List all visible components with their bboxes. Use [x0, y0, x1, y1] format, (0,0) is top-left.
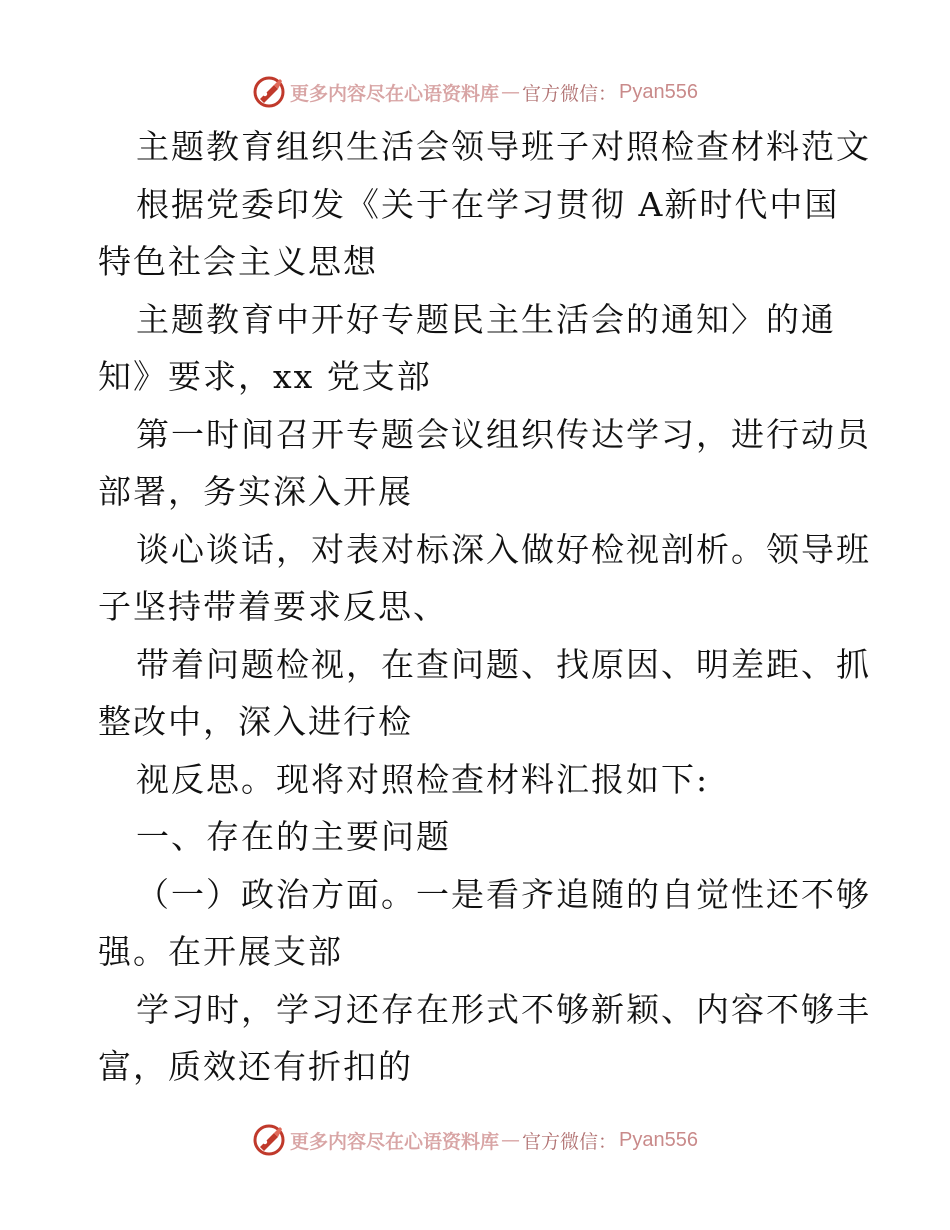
- footer-separator: —: [501, 1129, 521, 1151]
- paragraph-line: 学习时，学习还存在形式不够新颖、内容不够丰: [136, 989, 871, 1029]
- paragraph-line: 根据党委印发《关于在学习贯彻 A新时代中国: [136, 184, 840, 224]
- paragraph-line: 强。在开展支部: [98, 932, 343, 971]
- header-banner: [0, 72, 950, 112]
- paragraph-line: 整改中，深入进行检: [98, 702, 413, 741]
- section-heading: 一、存在的主要问题: [136, 817, 451, 856]
- header-separator: —: [501, 81, 521, 103]
- subsection-heading: （一）政治方面。一是看齐追随的自觉性还不够: [136, 874, 871, 914]
- paragraph-line: 富，质效还有折扣的: [98, 1047, 413, 1086]
- paragraph-line: 第一时间召开专题会议组织传达学习，进行动员: [136, 414, 871, 454]
- footer-banner: [0, 1120, 950, 1160]
- paragraph-line: 谈心谈话，对表对标深入做好检视剖析。领导班: [136, 529, 871, 569]
- logo-icon: [252, 75, 286, 109]
- paragraph-line: 视反思。现将对照检查材料汇报如下:: [136, 759, 710, 799]
- header-wechat-id: Pyan556: [619, 80, 698, 103]
- document-body: [98, 118, 871, 1096]
- paragraph-line: 特色社会主义思想: [98, 242, 378, 281]
- footer-promo-text: 更多内容尽在心语资料库: [290, 1130, 500, 1153]
- paragraph-line: 知》要求，xx 党支部: [98, 357, 432, 396]
- paragraph-line: 子坚持带着要求反思、: [98, 587, 448, 626]
- footer-wechat-id: Pyan556: [619, 1128, 698, 1151]
- header-official-label: 官方微信：: [522, 82, 618, 105]
- paragraph-line: 部署，务实深入开展: [98, 472, 413, 511]
- footer-official-label: 官方微信：: [522, 1130, 618, 1153]
- logo-icon: [252, 1123, 286, 1157]
- paragraph-line: 带着问题检视，在查问题、找原因、明差距、抓: [136, 644, 871, 684]
- paragraph-line: 主题教育中开好专题民主生活会的通知〉的通: [136, 299, 836, 339]
- header-promo-text: 更多内容尽在心语资料库: [290, 82, 500, 105]
- document-title: 主题教育组织生活会领导班子对照检查材料范文: [136, 127, 871, 166]
